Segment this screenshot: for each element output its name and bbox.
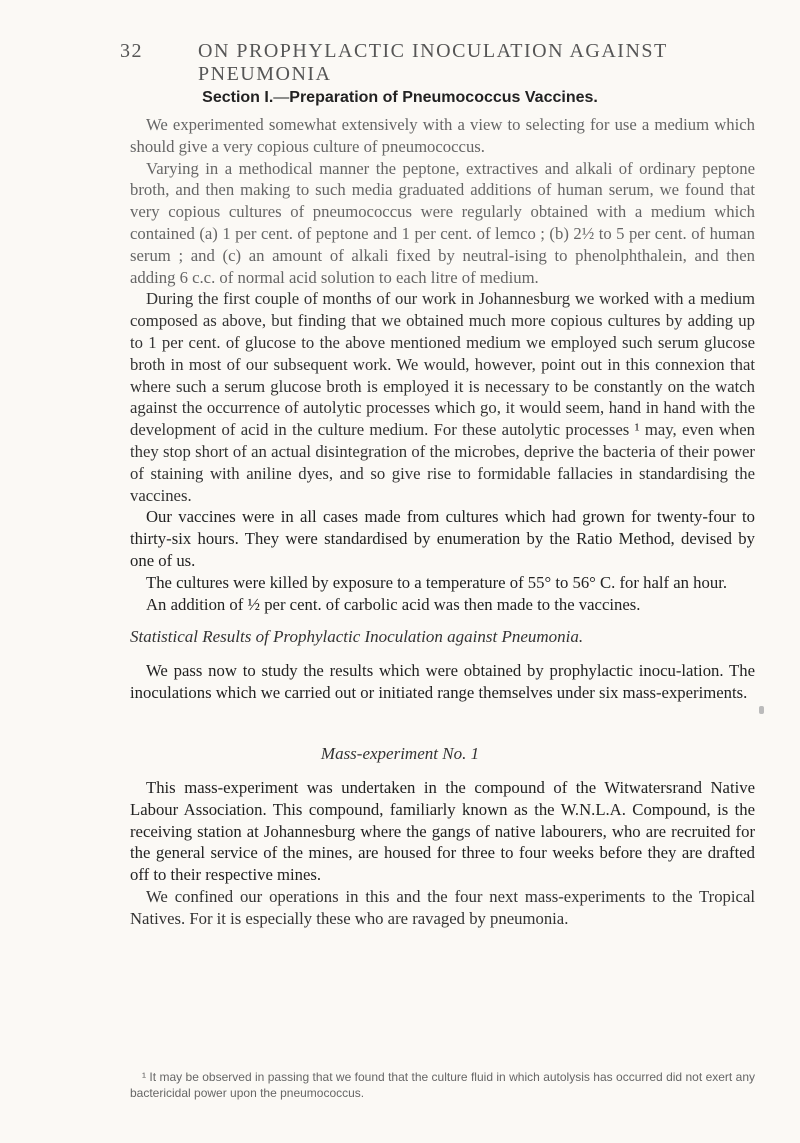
body-block-2 <box>130 660 755 704</box>
footnote <box>130 1069 755 1101</box>
mass-experiment-heading: Mass-experiment No. 1 <box>320 744 480 763</box>
paragraph: Varying in a methodical manner the peptone, extractives and alkali of ordinary peptone broth, and then making to such media graduated additions of human serum, we found that very copious cultures of pneumococcus were regularly obtained with a medium which contained (a) 1 per cent. of peptone and 1 per cent. of lemco ; (b) 2½ to 5 per cent. of human serum ; and (c) an amount of alkali fixed by neutral-ising to phenolphthalein, and then adding 6 c.c. of normal acid solution to each litre of medium. <box>130 158 755 287</box>
paragraph: We confined our operations in this and the four next mass-experiments to the Tropical Natives. For it is especially these who are ravaged by pneumonia. <box>130 886 755 928</box>
print-speck <box>759 706 764 714</box>
paragraph: Our vaccines were in all cases made from cultures which had grown for twenty-four to thirty-six hours. They were standardised by enumeration by the Ratio Method, devised by one of us. <box>130 507 755 570</box>
section-heading <box>0 89 800 107</box>
paragraph: An addition of ½ per cent. of carbolic acid was then made to the vaccines. <box>146 594 641 614</box>
section-title: Preparation of Pneumococcus Vaccines. <box>289 89 598 106</box>
paragraph: The cultures were killed by exposure to a temperature of 55° to 56° C. for half an hour. <box>146 572 728 592</box>
footnote-text: ¹ It may be observed in passing that we found that the culture fluid in which autolysis has occurred did not exert any bactericidal power upon the pneumococcus. <box>130 1070 755 1100</box>
paragraph: We experimented somewhat extensively with a view to selecting for use a medium which should give a very copious culture of pneumococcus. <box>130 115 755 156</box>
page-number: 32 <box>120 40 143 62</box>
paragraph: During the first couple of months of our work in Johannesburg we worked with a medium composed as above, but finding that we obtained much more copious cultures by adding up to 1 per cent. of glucose to the above mentioned medium we employed such serum glucose broth in most of our subsequent work. We would, however, point out in this connexion that where such a serum glucose broth is employed it is necessary to be constantly on the watch against the occurrence of autolytic processes which go, it would seem, hand in hand with the development of acid in the culture medium. For these autolytic processes ¹ may, even when they stop short of an actual disintegration of the microbes, deprive the bacteria of their power of staining with aniline dyes, and so give rise to formidable fallacies in standardising the vaccines. <box>130 289 755 505</box>
subheading: Statistical Results of Prophylactic Inoculation against Pneumonia. <box>130 627 584 646</box>
paragraph: We pass now to study the results which were obtained by prophylactic inocu-lation. The inoculations which we carried out or initiated range themselves under six mass-experiments. <box>130 661 755 702</box>
section-label: Section I. <box>202 89 274 106</box>
body-block-1 <box>130 114 755 615</box>
body-block-3 <box>130 777 755 930</box>
running-title: ON PROPHYLACTIC INOCULATION AGAINST PNEUMONIA <box>198 40 668 85</box>
section-dash: — <box>273 89 290 106</box>
paragraph: This mass-experiment was undertaken in the compound of the Witwatersrand Native Labour Association. This compound, familiarly known as the W.N.L.A. Compound, is the receiving station at Johannesburg where the gangs of native labourers, who are recruited for the general service of the mines, are housed for three to four weeks before they are drafted off to their respective mines. <box>130 778 755 885</box>
